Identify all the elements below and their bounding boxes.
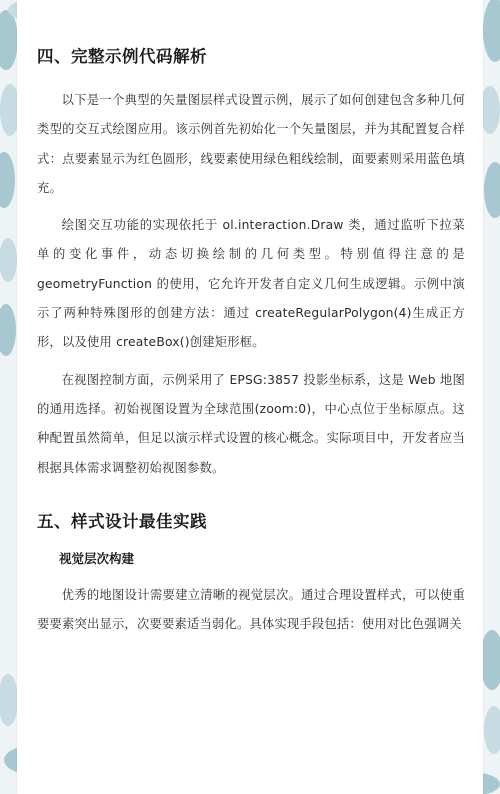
document-page: [17, 0, 483, 794]
document-content: [37, 44, 465, 647]
section-5-paragraph-1: 优秀的地图设计需要建立清晰的视觉层次。通过合理设置样式，可以使重要要素突出显示，次要要素适当弱化。具体实现手段包括：使用对比色强调关: [37, 587, 465, 632]
section-4-paragraph-1: 以下是一个典型的矢量图层样式设置示例，展示了如何创建包含多种几何类型的交互式绘图应用。该示例首先初始化一个矢量图层，并为其配置复合样式：点要素显示为红色圆形，线要素使用绿色粗线绘制，面要素则采用蓝色填充。: [37, 93, 465, 195]
section-5-subheading: 视觉层次构建: [59, 550, 135, 566]
section-4-paragraph-3: 在视图控制方面，示例采用了 EPSG:3857 投影坐标系，这是 Web 地图的通用选择。初始视图设置为全球范围(zoom:0)，中心点位于坐标原点。这种配置虽然简单，但足以演示样式设置的核心概念。实际项目中，开发者应当根据具体需求调整初始视图参数。: [37, 372, 465, 475]
section-4-heading: 四、完整示例代码解析: [37, 47, 207, 66]
section-4-paragraph-2: 绘图交互功能的实现依托于 ol.interaction.Draw 类，通过监听下拉菜单的变化事件，动态切换绘制的几何类型。特别值得注意的是 geometryFunction 的使用，它允许开发者自定义几何生成逻辑。示例中演示了两种特殊图形的创建方法：通过 createRegularPolygon(4)生成正方形，以及使用 createBox()创建矩形框。: [37, 218, 465, 350]
section-5-heading: 五、样式设计最佳实践: [37, 511, 207, 531]
